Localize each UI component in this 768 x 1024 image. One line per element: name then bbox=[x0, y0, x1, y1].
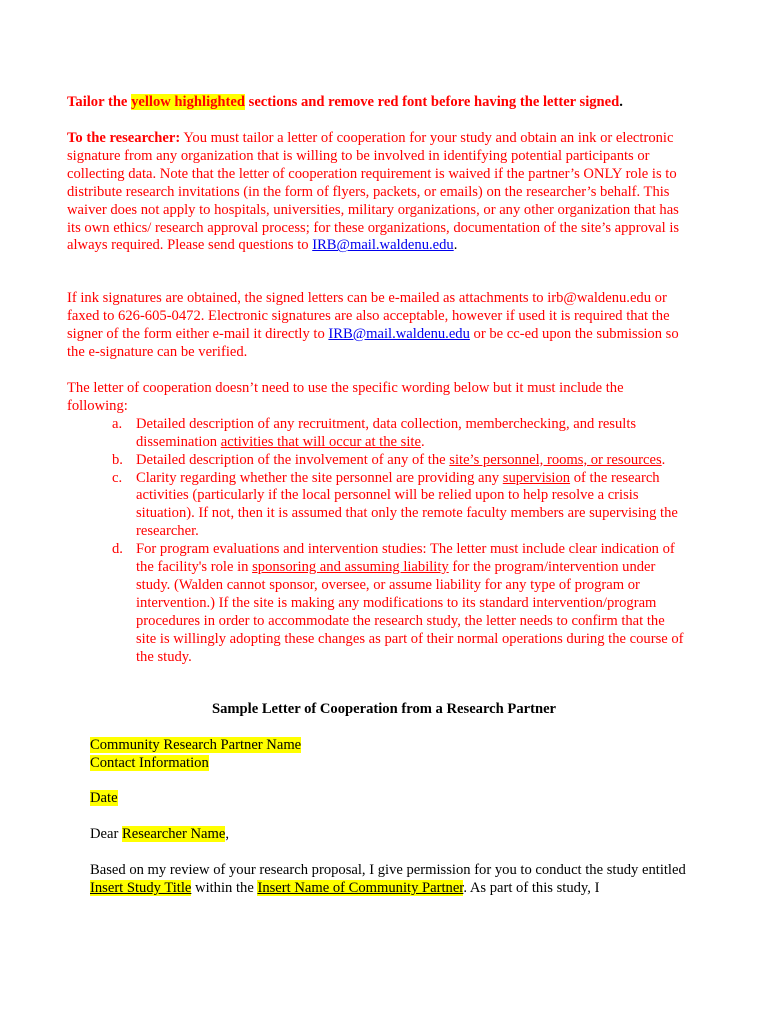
letter-body-mid: within the bbox=[191, 879, 258, 896]
contact-info-placeholder: Contact Information bbox=[90, 754, 209, 771]
list-item-text: For program evaluations and intervention studies: The letter must include clear indication of the facility's role in bbox=[136, 541, 675, 576]
list-marker: a. bbox=[112, 415, 123, 432]
signature-note-part2: or be cc-ed upon the submission so the e-signature can be verified. bbox=[67, 325, 679, 360]
list-item-underlined: activities that will occur at the site bbox=[220, 433, 421, 450]
list-item-end: . bbox=[661, 451, 666, 468]
yellow-highlighted-phrase: yellow highlighted bbox=[131, 94, 245, 110]
list-item bbox=[67, 452, 687, 470]
list-item bbox=[67, 416, 687, 452]
sample-letter-title: Sample Letter of Cooperation from a Research Partner bbox=[211, 701, 557, 717]
list-item-underlined: supervision bbox=[502, 469, 571, 486]
list-item-text: Detailed description of the involvement of any of the bbox=[136, 451, 450, 468]
list-item-end: for the program/intervention under study. (Walden cannot sponsor, oversee, or assume liability for any type of program or intervention.) If the site is making any modifications to its standard intervention/program procedures in order to accommodate the research study, the letter needs to confirm that the site is willingly adopting these changes as part of their normal operations during the course of the study. bbox=[136, 559, 684, 665]
researcher-note-label: To the researcher: bbox=[67, 130, 181, 146]
date-placeholder: Date bbox=[90, 790, 118, 806]
researcher-name-placeholder: Researcher Name bbox=[122, 826, 226, 842]
requirements-intro: The letter of cooperation doesn’t need to use the specific wording below but it must include the following: bbox=[67, 380, 624, 414]
letter-date bbox=[90, 790, 690, 808]
study-title-placeholder: Insert Study Title bbox=[90, 879, 192, 896]
tailor-text-pre: Tailor the bbox=[67, 94, 132, 110]
salutation-comma: , bbox=[225, 826, 229, 842]
irb-email-link[interactable]: IRB@mail.waldenu.edu bbox=[312, 237, 454, 254]
tailor-text-end: . bbox=[619, 94, 623, 110]
list-item-end: . bbox=[420, 433, 425, 450]
requirements-list bbox=[67, 416, 687, 667]
list-marker: c. bbox=[112, 469, 123, 486]
letter-body-text: Based on my review of your research proposal, I give permission for you to conduct the study entitled bbox=[90, 862, 686, 878]
irb-email-link-2[interactable]: IRB@mail.waldenu.edu bbox=[328, 325, 470, 342]
community-partner-placeholder: Insert Name of Community Partner bbox=[257, 879, 464, 896]
researcher-note bbox=[67, 130, 687, 255]
list-item-end: of the research activities (particularly if the local personnel will be relied upon to help resolve a crisis situation). If not, then it is assumed that only the remote faculty members are supervising the researcher. bbox=[136, 469, 678, 540]
list-item bbox=[67, 470, 687, 542]
list-item-text: Clarity regarding whether the site personnel are providing any bbox=[136, 469, 503, 486]
letter-address-block bbox=[90, 737, 690, 773]
tailor-text-post: sections and remove red font before having the letter signed bbox=[245, 94, 620, 110]
partner-name-placeholder: Community Research Partner Name bbox=[90, 737, 302, 753]
researcher-note-body: You must tailor a letter of cooperation for your study and obtain an ink or electronic signature from any organization that is willing to be involved in identifying potential participants or collecting data. Note that the letter of cooperation requirement is waived if the partner’s ONLY role is to distribute research invitations (in the form of flyers, packets, or emails) on the researcher’s behalf. This waiver does not apply to hospitals, universities, military organizations, or any other organization that has its own ethics/ research approval process; for these organizations, documentation of the site’s approval is always required. Please send questions to bbox=[67, 130, 680, 254]
salutation-text: Dear bbox=[90, 826, 123, 842]
list-item bbox=[67, 541, 687, 666]
list-marker: d. bbox=[112, 541, 123, 558]
letter-body bbox=[90, 862, 690, 898]
signature-note bbox=[67, 290, 687, 362]
researcher-note-end: . bbox=[453, 237, 458, 254]
requirements-section bbox=[67, 380, 687, 667]
list-item-underlined: sponsoring and assuming liability bbox=[252, 559, 449, 576]
letter-body-end: . As part of this study, I bbox=[463, 879, 600, 896]
list-item-underlined: site’s personnel, rooms, or resources bbox=[449, 451, 662, 468]
signature-note-part1: If ink signatures are obtained, the signed letters can be e-mailed as attachments to irb@waldenu.edu or faxed to 626-605-0472. Electronic signatures are also acceptable, however if used it is required that the signer of the form either e-mail it directly to bbox=[67, 290, 670, 342]
list-item-text: Detailed description of any recruitment, data collection, memberchecking, and results dissemination bbox=[136, 415, 637, 450]
letter-salutation bbox=[90, 826, 690, 844]
tailor-instruction bbox=[67, 94, 687, 112]
list-marker: b. bbox=[112, 451, 123, 468]
